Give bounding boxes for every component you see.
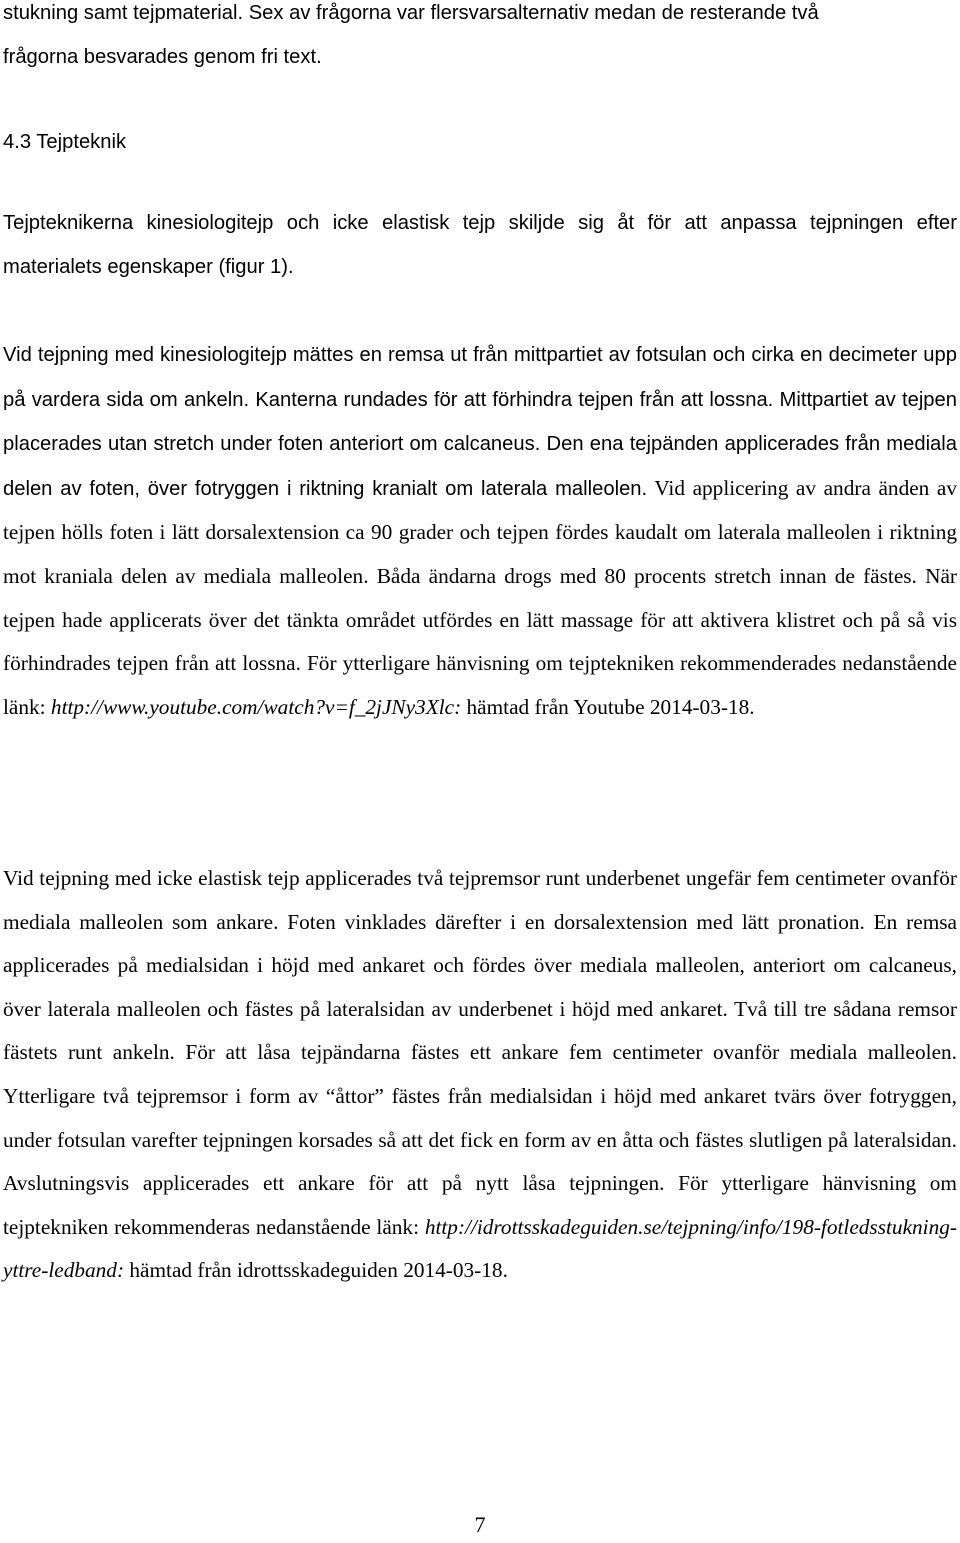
paragraph-kinesiologitejp-part-1: Vid tejpning med kinesiologitejp mättes en remsa ut från mittpartiet av fotsulan och cirka en decimeter upp på vardera sida om ankeln. Kanterna rundades för att förhindra tejpen från att lossna. Mittpartiet av tejpen placerades utan stretch under foten anteriort om calcaneus. Den ena tejpänden applicerades från mediala delen av foten, över fotryggen i riktning kranialt om laterala malleolen. bbox=[3, 344, 957, 500]
paragraph-icke-elastisk-main: Vid tejpning med icke elastisk tejp applicerades två tejpremsor runt underbenet ungefär fem centimeter ovanför mediala malleolen som ankare. Foten vinklades därefter i en dorsalextension med lätt pronation. En remsa applicerades på medialsidan i höjd med ankaret och fördes över mediala malleolen, anteriort om calcaneus, över laterala malleolen och fästes på lateralsidan av underbenet i höjd med ankaret. Två till tre sådana remsor fästets runt ankeln. För att låsa tejpändarna fästes ett ankare fem centimeter ovanför mediala malleolen. Ytterligare två tejpremsor i form av “åttor” fästes från medialsidan i höjd med ankaret tvärs över fotryggen, under fotsulan varefter tejpningen korsades så att det fick en form av en åtta och fästes slutligen på lateralsidan. Avslutningsvis applicerades ett ankare för att på nytt låsa tejpningen. För ytterligare hänvisning om tejptekniken rekommenderas nedanstående länk: bbox=[3, 866, 957, 1239]
page-number: 7 bbox=[474, 1512, 486, 1537]
paragraph-icke-elastisk-tail: hämtad från idrottsskadeguiden 2014-03-18. bbox=[124, 1258, 508, 1283]
section-heading: 4.3 Tejpteknik bbox=[3, 131, 127, 153]
idrottsskadeguiden-link[interactable]: http://idrottsskadeguiden.se/tejpning/info/198-fotledsstukning-yttre-ledband: bbox=[3, 1214, 957, 1283]
youtube-link[interactable]: http://www.youtube.com/watch?v=f_2jJNy3Xlc: bbox=[50, 694, 462, 719]
paragraph-intro-tejpteknik: Tejpteknikerna kinesiologitejp och icke elastisk tejp skiljde sig åt för att anpassa tejpningen efter materialets egenskaper (figur 1). bbox=[3, 212, 957, 278]
paragraph-icke-elastisk-tejp bbox=[3, 857, 957, 1293]
paragraph-kinesiologitejp bbox=[3, 333, 957, 729]
intro-line-2: frågorna besvarades genom fri text. bbox=[3, 45, 322, 68]
intro-line-1: stukning samt tejpmaterial. Sex av frågorna var flersvarsalternativ medan de resterande två bbox=[3, 2, 819, 24]
intro-paragraph bbox=[3, 0, 957, 79]
paragraph-kinesiologitejp-part-2: Vid applicering av andra änden av tejpen hölls foten i lätt dorsalextension ca 90 grader och tejpen fördes kaudalt om laterala malleolen i riktning mot kraniala delen av mediala malleolen. Båda ändarna drogs med 80 procents stretch innan de fästes. När tejpen hade applicerats över det tänkta området utfördes en lätt massage för att aktivera klistret och på så vis förhindrades tejpen från att lossna. För ytterligare hänvisning om tejptekniken rekommenderades nedanstående länk: bbox=[3, 475, 957, 719]
paragraph-kinesiologitejp-tail: hämtad från Youtube 2014-03-18. bbox=[461, 694, 755, 719]
